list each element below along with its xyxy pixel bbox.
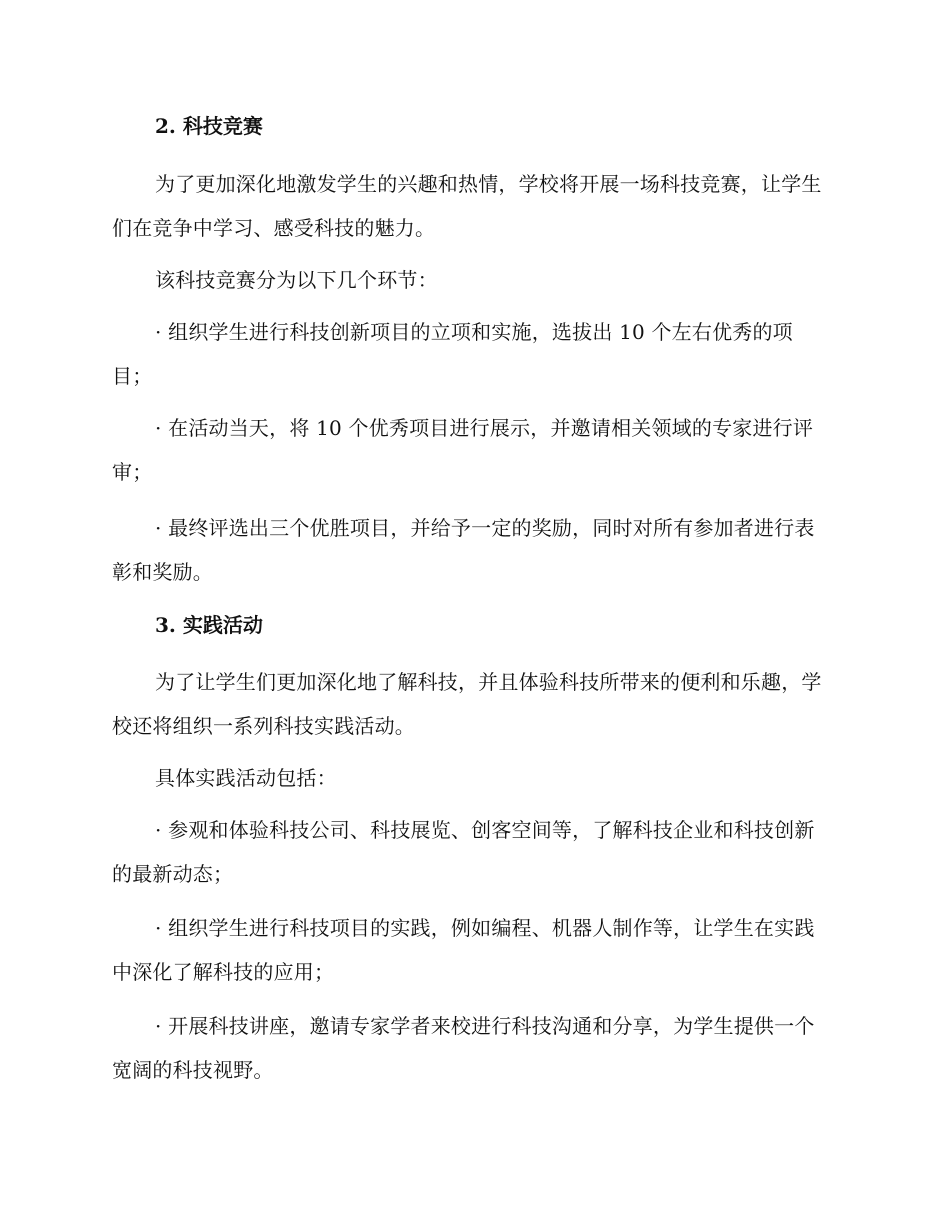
paragraph-competition-stages: 该科技竞赛分为以下几个环节： (155, 268, 438, 292)
list-item-competition-awards: · 最终评选出三个优胜项目，并给予一定的奖励，同时对所有参加者进行表彰和奖励。 (112, 516, 815, 584)
section-heading-competition: 2. 科技竞赛 (155, 114, 263, 138)
list-item-competition-selection: · 组织学生进行科技创新项目的立项和实施，选拔出 10 个左右优秀的项目； (112, 320, 793, 388)
list-item-practice-visits: · 参观和体验科技公司、科技展览、创客空间等，了解科技企业和科技创新的最新动态； (112, 818, 815, 886)
paragraph-practice-list-intro: 具体实践活动包括： (155, 766, 337, 790)
section-heading-practice: 3. 实践活动 (155, 613, 263, 637)
list-item-practice-lectures: · 开展科技讲座，邀请专家学者来校进行科技沟通和分享，为学生提供一个宽阔的科技视野。 (112, 1014, 815, 1082)
list-item-practice-projects: · 组织学生进行科技项目的实践，例如编程、机器人制作等，让学生在实践中深化了解科技的应用； (112, 916, 815, 984)
list-item-competition-showcase: · 在活动当天，将 10 个优秀项目进行展示，并邀请相关领域的专家进行评审； (112, 416, 814, 484)
paragraph-practice-intro: 为了让学生们更加深化地了解科技，并且体验科技所带来的便利和乐趣，学校还将组织一系列科技实践活动。 (112, 670, 822, 738)
paragraph-competition-intro: 为了更加深化地激发学生的兴趣和热情，学校将开展一场科技竞赛，让学生们在竞争中学习、感受科技的魅力。 (112, 172, 822, 240)
